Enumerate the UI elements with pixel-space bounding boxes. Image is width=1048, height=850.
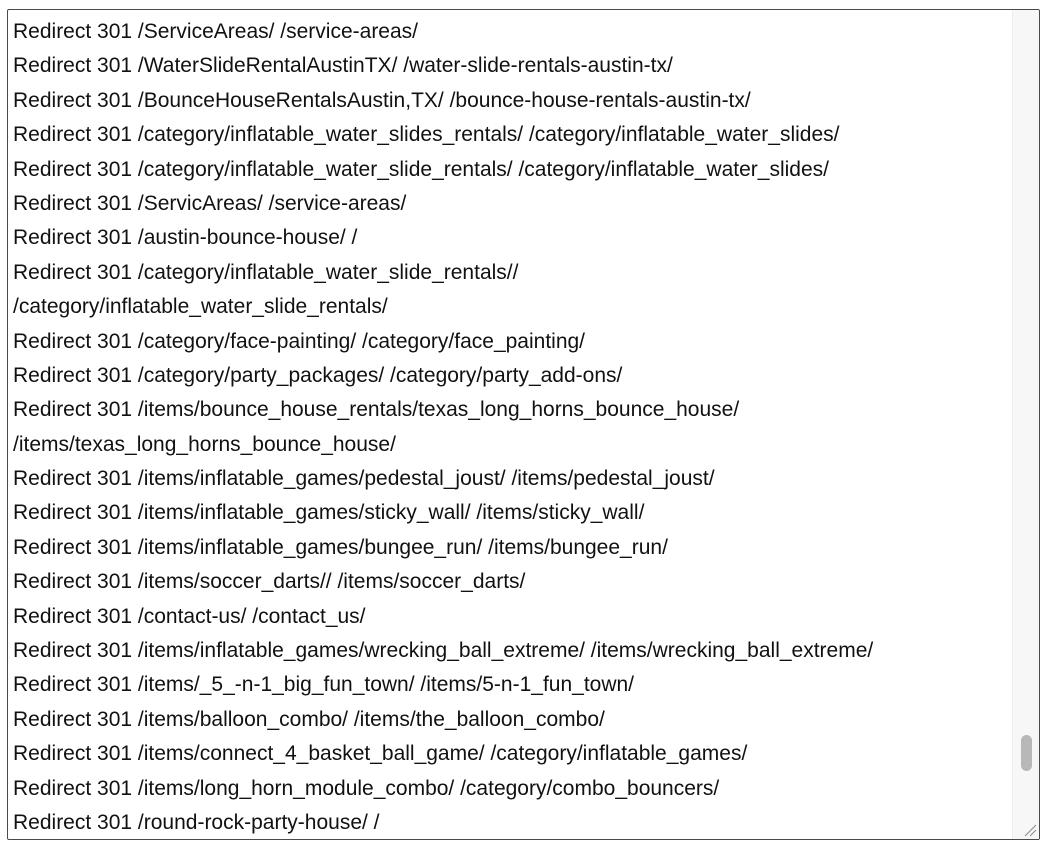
text-line: Redirect 301 /BounceHouseRentalsAustin,TX/ /bounce-house-rentals-austin-tx/	[13, 88, 751, 112]
text-line: Redirect 301 /items/connect_4_basket_ball_game/ /category/inflatable_games/	[13, 742, 748, 766]
text-line: /category/inflatable_water_slide_rentals/	[13, 295, 388, 319]
text-line: Redirect 301 /round-rock-party-house/ /	[13, 810, 380, 834]
text-line: Redirect 301 /items/long_horn_module_combo/ /category/combo_bouncers/	[13, 776, 720, 800]
text-line: /items/texas_long_horns_bounce_house/	[13, 432, 396, 456]
text-line: Redirect 301 /items/inflatable_games/wrecking_ball_extreme/ /items/wrecking_ball_extreme/	[13, 639, 874, 663]
text-line: Redirect 301 /contact-us/ /contact_us/	[13, 604, 366, 628]
text-line: Redirect 301 /ServiceAreas/ /service-areas/	[13, 20, 418, 43]
text-line: Redirect 301 /items/balloon_combo/ /items/the_balloon_combo/	[13, 707, 605, 731]
scrollbar-thumb[interactable]	[1021, 735, 1032, 771]
text-line: Redirect 301 /items/inflatable_games/pedestal_joust/ /items/pedestal_joust/	[13, 467, 715, 491]
text-line: Redirect 301 /items/bounce_house_rentals/texas_long_horns_bounce_house/	[13, 398, 740, 422]
text-line: Redirect 301 /WaterSlideRentalAustinTX/ /water-slide-rentals-austin-tx/	[13, 54, 673, 78]
text-line: Redirect 301 /category/party_packages/ /category/party_add-ons/	[13, 363, 623, 387]
vertical-scrollbar[interactable]	[1012, 10, 1039, 839]
text-line: Redirect 301 /items/inflatable_games/bungee_run/ /items/bungee_run/	[13, 535, 668, 559]
text-line: Redirect 301 /items/inflatable_games/sticky_wall/ /items/sticky_wall/	[13, 501, 645, 525]
redirects-textarea[interactable]	[7, 9, 1040, 840]
text-line: Redirect 301 /category/inflatable_water_slide_rentals/ /category/inflatable_water_slides/	[13, 157, 829, 181]
text-line: Redirect 301 /austin-bounce-house/ /	[13, 226, 358, 250]
text-line: Redirect 301 /category/face-painting/ /category/face_painting/	[13, 329, 586, 353]
text-line: Redirect 301 /items/soccer_darts// /items/soccer_darts/	[13, 570, 526, 594]
text-line: Redirect 301 /items/_5_-n-1_big_fun_town/ /items/5-n-1_fun_town/	[13, 673, 635, 697]
text-line: Redirect 301 /category/inflatable_water_slides_rentals/ /category/inflatable_water_slides/	[13, 123, 840, 147]
text-line: Redirect 301 /ServicAreas/ /service-areas/	[13, 191, 407, 215]
resize-grip-icon[interactable]	[1023, 823, 1037, 837]
textarea-content[interactable]	[13, 15, 1013, 840]
text-line: Redirect 301 /category/inflatable_water_slide_rentals//	[13, 260, 519, 284]
